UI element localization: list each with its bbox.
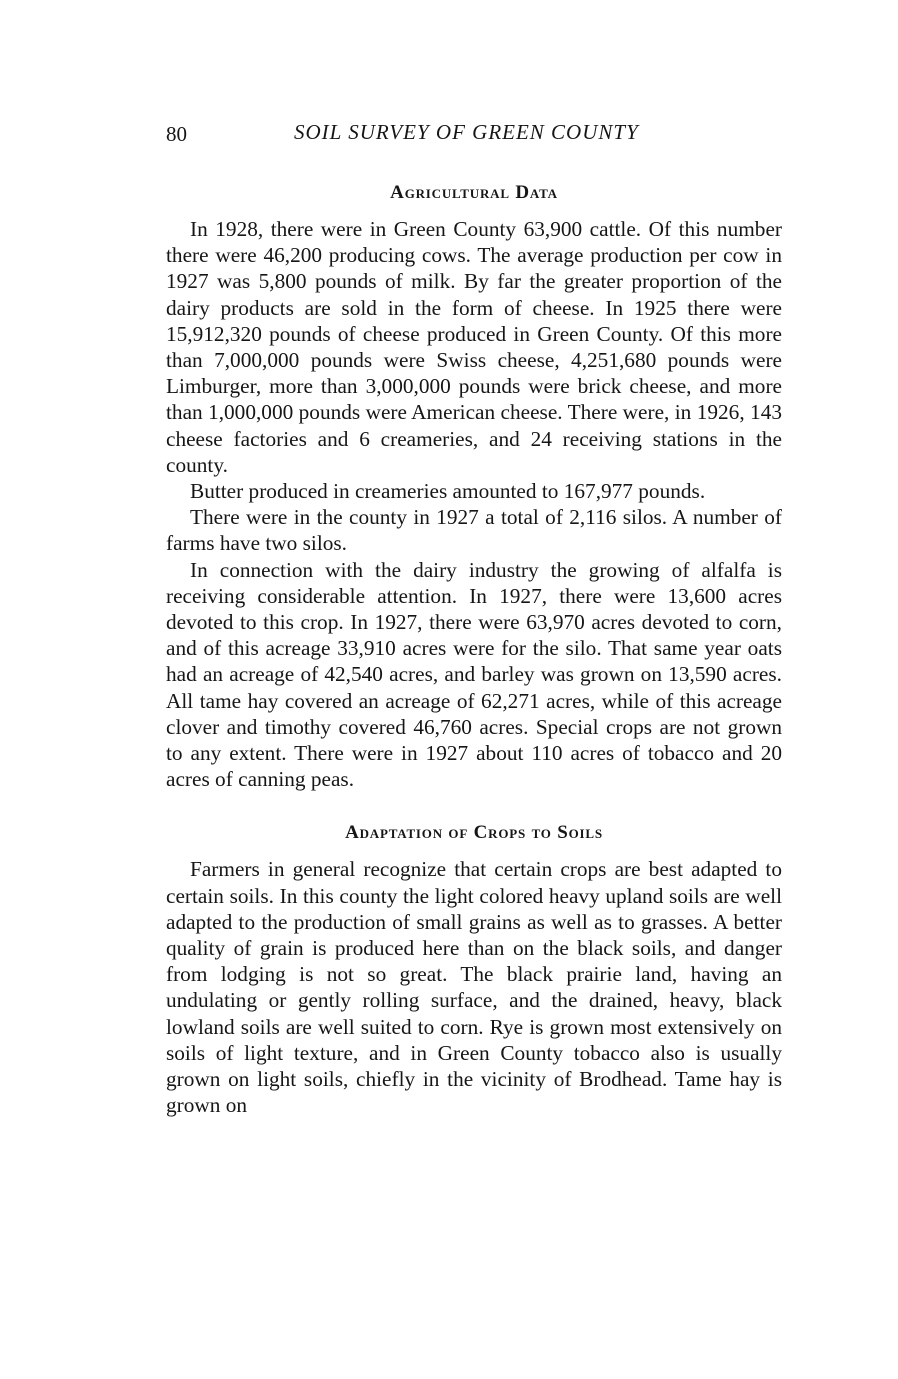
paragraph-butter: Butter produced in creameries amounted to 167,977 pounds.: [190, 479, 706, 504]
running-header: [166, 118, 782, 152]
paragraph-silos: There were in the county in 1927 a total of 2,116 silos. A number of farms have two silos.: [166, 505, 782, 556]
paragraph-crop-acreage: In connection with the dairy industry the growing of alfalfa is receiving considerable attention. In 1927, there were 13,600 acres devoted to this crop. In 1927, there were 63,970 acres devoted to corn, and of this acreage 33,910 acres were for the silo. That same year oats had an acreage of 42,540 acres, and barley was grown on 13,590 acres. All tame hay covered an acreage of 62,271 acres, while of this acreage clover and timothy covered 46,760 acres. Special crops are not grown to any extent. There were in 1927 about 110 acres of tobacco and 20 acres of canning peas.: [166, 557, 782, 792]
document-page: [166, 118, 782, 1119]
section-heading-adaptation-of-crops: Adaptation of Crops to Soils: [345, 822, 603, 844]
running-title: SOIL SURVEY OF GREEN COUNTY: [294, 120, 639, 144]
paragraph-crop-adaptation: Farmers in general recognize that certain crops are best adapted to certain soils. In this county the light colored heavy upland soils are well adapted to the production of small grains as well as to grasses. A better quality of grain is produced here than on the black soils, and danger from lodging is not so great. The black prairie land, having an undulating or gently rolling surface, and the drained, heavy, black lowland soils are well suited to corn. Rye is grown most extensively on soils of light texture, and in Green County tobacco also is usually grown on light soils, chiefly in the vicinity of Brodhead. Tame hay is grown on: [166, 857, 782, 1118]
paragraph-cattle-cheese: In 1928, there were in Green County 63,900 cattle. Of this number there were 46,200 producing cows. The average production per cow in 1927 was 5,800 pounds of milk. By far the greater proportion of the dairy products are sold in the form of cheese. In 1925 there were 15,912,320 pounds of cheese produced in Green County. Of this more than 7,000,000 pounds were Swiss cheese, 4,251,680 pounds were Limburger, more than 3,000,000 pounds were brick cheese, and more than 1,000,000 pounds were American cheese. There were, in 1926, 143 cheese factories and 6 creameries, and 24 receiving stations in the county.: [166, 217, 782, 477]
page-number: 80: [166, 122, 187, 146]
section-heading-agricultural-data: Agricultural Data: [390, 182, 558, 203]
